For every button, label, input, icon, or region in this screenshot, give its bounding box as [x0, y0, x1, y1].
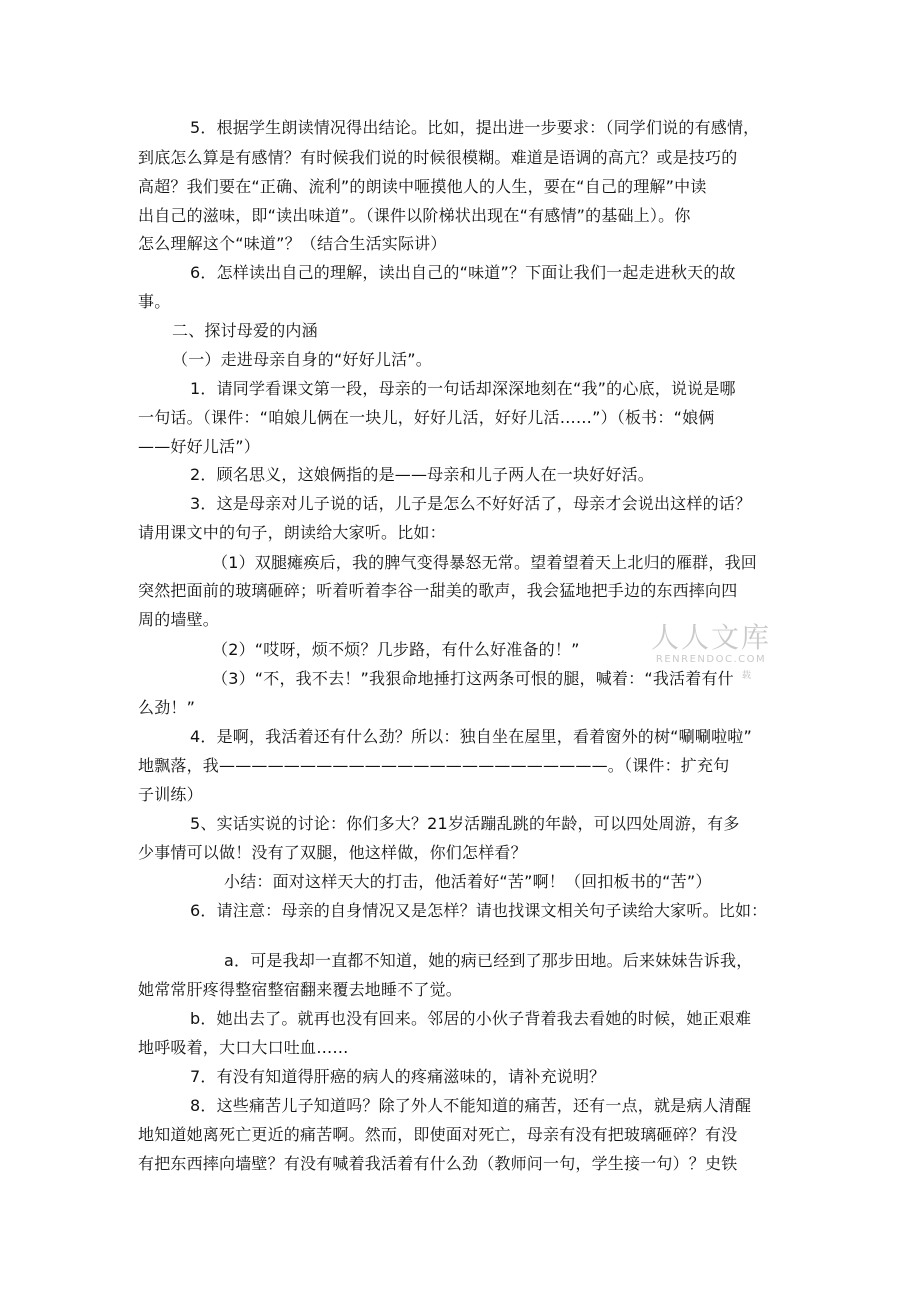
quote-line: （2）“哎呀，烦不烦？几步路，有什么好准备的！”	[212, 640, 580, 659]
text-line: 地知道她离死亡更近的痛苦啊。然而，即使面对死亡，母亲有没有把玻璃砸碎？有没	[138, 1125, 738, 1144]
text-line: 2．顾名思义，这娘俩指的是——母亲和儿子两人在一块好好活。	[190, 465, 654, 484]
example-line: 地呼吸着，大口大口吐血……	[138, 1038, 349, 1057]
quote-line: （3）“不，我不去！”我狠命地捶打这两条可恨的腿，喊着：“我活着有什	[212, 669, 734, 688]
summary-line: 小结：面对这样天大的打击，他活着好“苦”啊！（回扣板书的“苦”）	[224, 872, 712, 891]
text-line: 到底怎么算是有感情？有时候我们说的时候很模糊。难道是语调的高亢？或是技巧的	[138, 148, 738, 167]
watermark-mark: 载	[742, 671, 752, 681]
text-line: 出自己的滋味，即“读出味道”。（课件以阶梯状出现在“有感情”的基础上）。你	[138, 206, 691, 225]
section-heading: 二、探讨母爱的内涵	[172, 321, 318, 340]
quote-line: 突然把面前的玻璃砸碎；听着听着李谷一甜美的歌声，我会猛地把手边的东西摔向四	[138, 581, 738, 600]
text-line: 子训练）	[138, 785, 203, 804]
watermark-title: 人人文库	[650, 621, 771, 654]
example-line: b．她出去了。就再也没有回来。邻居的小伙子背着我去看她的时候，她正艰难	[190, 1009, 752, 1028]
text-line: ——好好儿活”）	[138, 437, 260, 456]
text-line: 少事情可以做！没有了双腿，他这样做，你们怎样看？	[138, 843, 527, 862]
text-line: 7．有没有知道得肝癌的病人的疼痛滋味的，请补充说明？	[190, 1067, 606, 1086]
text-line: 6．怎样读出自己的理解，读出自己的“味道”？下面让我们一起走进秋天的故	[190, 263, 736, 282]
example-line: 她常常肝疼得整宿整宿翻来覆去地睡不了觉。	[138, 980, 463, 999]
text-line: 5、实话实说的讨论：你们多大？21岁活蹦乱跳的年龄，可以四处周游，有多	[190, 814, 740, 833]
text-line: 有把东西摔向墙壁？有没有喊着我活着有什么劲（教师问一句，学生接一句）？史铁	[138, 1154, 738, 1173]
watermark-logo	[646, 622, 776, 666]
text-line: 高超？我们要在“正确、流利”的朗读中咂摸他人的人生，要在“自己的理解”中读	[138, 177, 707, 196]
text-line: 怎么理解这个“味道”？（结合生活实际讲）	[138, 234, 447, 253]
example-line: a．可是我却一直都不知道，她的病已经到了那步田地。后来妹妹告诉我，	[224, 951, 753, 970]
text-line: 1．请同学看课文第一段，母亲的一句话却深深地刻在“我”的心底，说说是哪	[190, 379, 736, 398]
text-line: 事。	[138, 292, 171, 311]
subsection-heading: （一）走进母亲自身的“好好儿活”。	[172, 350, 432, 369]
text-line: 6．请注意：母亲的自身情况又是怎样？请也找课文相关句子读给大家听。比如：	[190, 901, 768, 920]
text-line: 请用课文中的句子，朗读给大家听。比如：	[138, 523, 446, 542]
quote-line: 么劲！”	[138, 698, 196, 717]
text-line: 4．是啊，我活着还有什么劲？所以：独自坐在屋里，看着窗外的树“唰唰啦啦”	[190, 727, 752, 746]
text-line: 一句话。（课件：“咱娘儿俩在一块儿，好好儿活，好好儿活……”）（板书：“娘俩	[138, 408, 715, 427]
text-line: 5．根据学生朗读情况得出结论。比如，提出进一步要求：（同学们说的有感情，	[190, 118, 760, 137]
quote-line: 周的墙壁。	[138, 610, 220, 629]
quote-line: （1）双腿瘫痪后，我的脾气变得暴怒无常。望着望着天上北归的雁群，我回	[212, 553, 757, 572]
watermark-subtitle: RENRENDOC.COM	[655, 654, 767, 665]
text-line: 地飘落，我————————————————————————。（课件：扩充句	[138, 756, 730, 775]
text-line: 3．这是母亲对儿子说的话，儿子是怎么不好好活了，母亲才会说出这样的话？	[190, 494, 752, 513]
text-line: 8．这些痛苦儿子知道吗？除了外人不能知道的痛苦，还有一点，就是病人清醒	[190, 1096, 752, 1115]
